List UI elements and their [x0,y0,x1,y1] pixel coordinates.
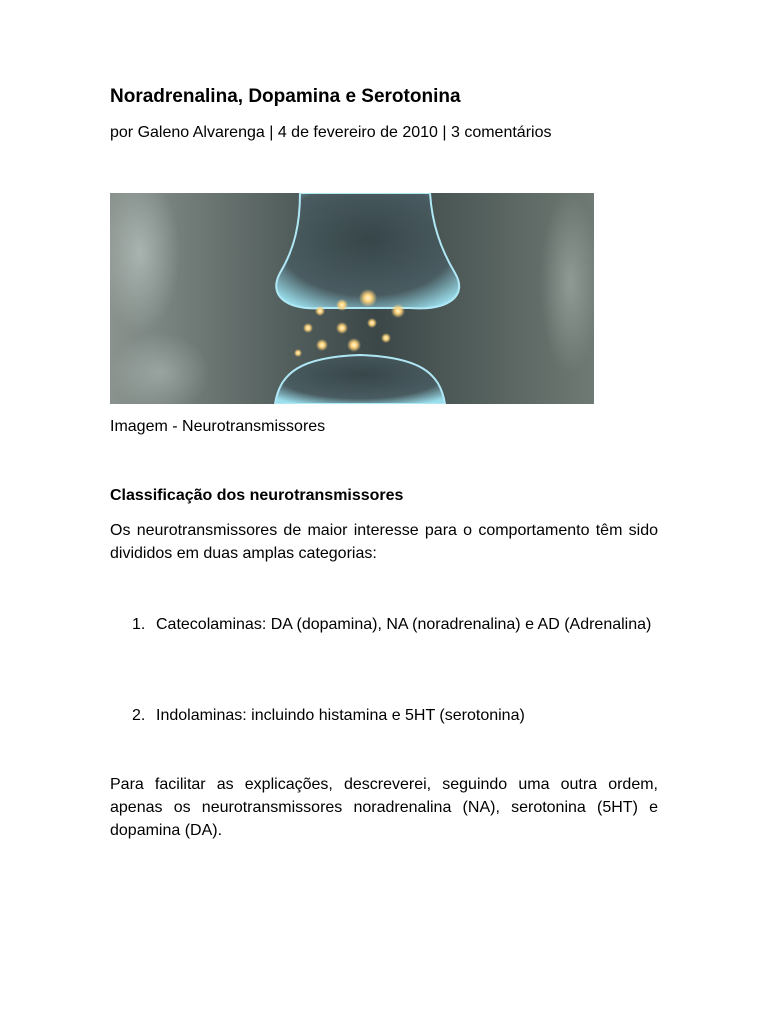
list-item-number: 2. [132,707,146,724]
synapse-illustration [110,193,594,404]
list-item-text: Catecolaminas: DA (dopamina), NA (noradrenalina) e AD (Adrenalina) [156,616,652,633]
list-item [110,704,658,727]
image-caption: Imagem - Neurotransmissores [110,418,326,435]
intro-paragraph: Os neurotransmissores de maior interesse para o comportamento têm sido divididos em duas amplas categorias: [110,522,658,562]
section-heading: Classificação dos neurotransmissores [110,487,404,504]
list-item-text: Indolaminas: incluindo histamina e 5HT (serotonina) [156,707,525,724]
closing-paragraph: Para facilitar as explicações, descreverei, seguindo uma outra ordem, apenas os neurotransmissores noradrenalina (NA), serotonina (5HT) e dopamina (DA). [110,776,658,839]
list-item-number: 1. [132,616,146,633]
article-title: Noradrenalina, Dopamina e Serotonina [110,86,461,107]
synapse-image [110,193,594,404]
article-byline: por Galeno Alvarenga | 4 de fevereiro de 2010 | 3 comentários [110,124,552,141]
list-item [110,613,658,636]
